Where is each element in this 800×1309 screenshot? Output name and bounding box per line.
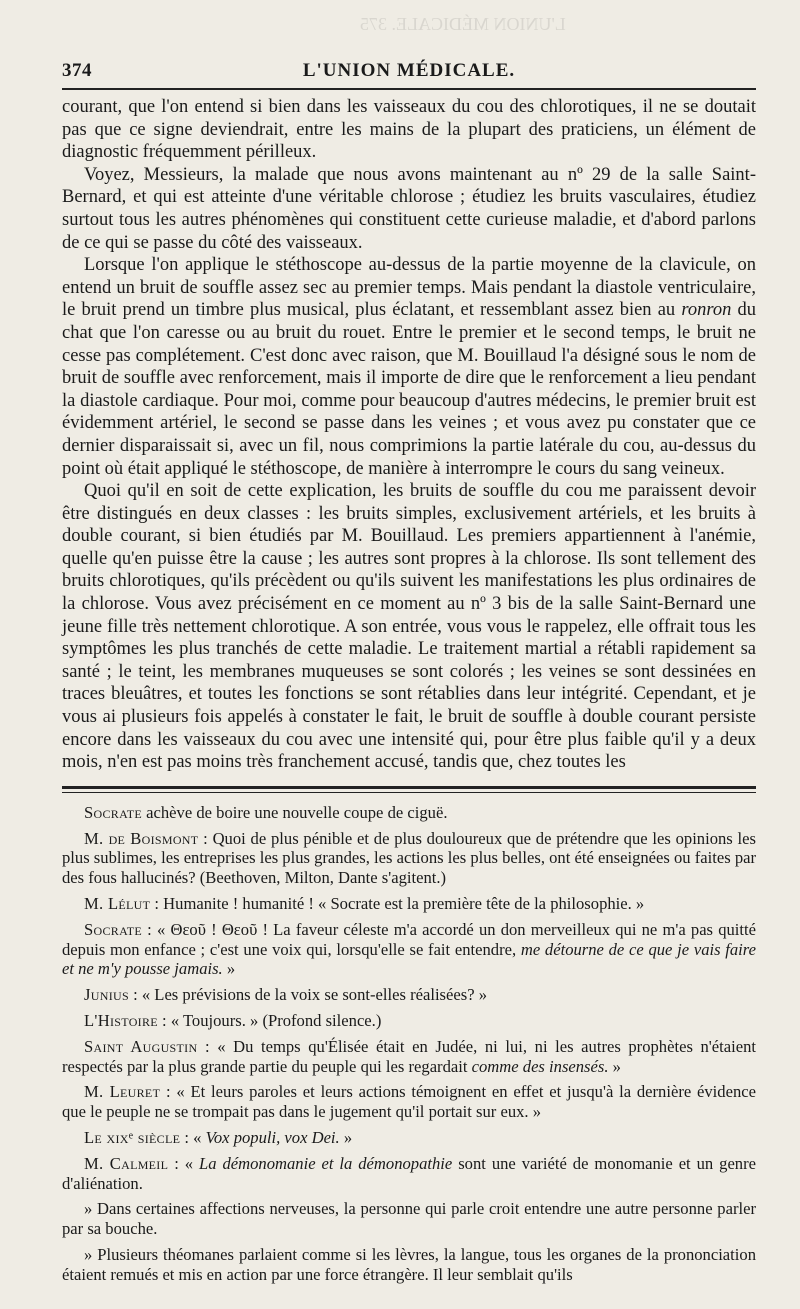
dialogue-italic: comme des insensés. bbox=[471, 1056, 609, 1076]
speaker: Socrate bbox=[84, 919, 142, 939]
paragraph-4: Quoi qu'il en soit de cette explication, les bruits de souffle du cou me paraissent devoir être distingués en deux classes : les bruits simples, exclusivement artériels, et les bruits à double courant, si bien étudiés par M. Bouillaud. Les premiers appartiennent à l'anémie, quelle qu'en puisse être la cause ; les autres sont propres à la chlorose. Ils sont tellement des bruits chlorotiques, qu'ils précèdent ou qu'ils suivent les manifestations les plus ordinaires de la chlorose. Vous avez précisément en ce moment au nº 3 bis de la salle Saint-Bernard une jeune fille très nettement chlorotique. A son entrée, vous vous le rappelez, elle offrait tous les symptômes les plus tranchés de cette maladie. Le traitement martial a rétabli rapidement sa santé ; le teint, les membranes muqueuses se sont colorés ; les veines se sont dessinées en traces bleuâtres, et toutes les fonctions se sont rétablies dans leur intégrité. Cependant, et je vous ai plusieurs fois appelés à constater le fait, le bruit de souffle à double courant persiste encore dans les vaisseaux du cou avec une intensité qui, pour être plus faible qu'il y a deux mois, n'en est pas moins très franchement accusé, tandis que, chez toutes les bbox=[62, 481, 756, 773]
speaker-sep: : bbox=[160, 1082, 177, 1102]
dialogue-text: Quoi de plus pénible et de plus douloureux que de prétendre que les opinions les plus sublimes, les entreprises les plus grandes, les actions les plus belles, ont été enseignées ou faites par des fous hallucinés? (Beethoven, Milton, Dante s'agitent.) bbox=[62, 828, 757, 888]
dialogue-text: » Dans certaines affections nerveuses, la personne qui parle croit entendre une autre personne parler par sa bouche. bbox=[62, 1199, 756, 1239]
dialogue-line bbox=[62, 1082, 756, 1122]
dialogue-text: « Toujours. » (Profond silence.) bbox=[170, 1010, 382, 1030]
speaker: Socrate bbox=[84, 802, 142, 822]
dialogue-italic: La démonomanie et la démonopathie bbox=[199, 1153, 453, 1173]
bleed-text-top: L'UNION MÉDICALE. 375 bbox=[360, 14, 566, 34]
dialogue-line bbox=[62, 1199, 756, 1239]
dialogue-text: « bbox=[184, 1153, 199, 1173]
dialogue-text: Humanite ! humanité ! « Socrate est la première tête de la philosophie. » bbox=[163, 894, 645, 913]
speaker-sep: : bbox=[168, 1153, 185, 1173]
dialogue-line bbox=[62, 894, 756, 914]
speaker-sep: : bbox=[197, 1036, 218, 1056]
paragraph-1: courant, que l'on entend si bien dans les vaisseaux du cou des chlorotiques, il ne se doutait pas que ce signe deviendrait, entre les mains de la plupart des praticiens, un élément de diagnostic fréquemment périlleux. bbox=[62, 97, 756, 163]
dialogue-line bbox=[62, 1245, 756, 1285]
speaker-sep: : bbox=[198, 828, 213, 848]
speaker-sep: : bbox=[128, 985, 142, 1005]
dialogue-text: « Θεοῦ ! Θεοῦ ! La faveur céleste m'a accordé un don merveilleux qui ne m'a pas quitté depuis mon enfance ; c'est une voix qui, lorsqu'elle se fait entendre, bbox=[62, 919, 756, 959]
dialogue-text: « bbox=[193, 1127, 206, 1147]
dialogue-text-end: » bbox=[222, 959, 236, 979]
speaker: Le xixᵉ siècle bbox=[84, 1127, 181, 1147]
dialogue-text: « Et leurs paroles et leurs actions témoignent en effet et jusqu'à la dernière évidence que le peuple ne se trompait pas dans le jugement qu'il portait sur eux. » bbox=[62, 1082, 756, 1122]
dialogue-italic: Vox populi, vox Dei. bbox=[205, 1127, 340, 1147]
dialogue-section bbox=[62, 803, 756, 1285]
dialogue-line bbox=[62, 1154, 756, 1194]
speaker: M. Calmeil bbox=[84, 1153, 169, 1173]
paragraph-3 bbox=[62, 254, 756, 480]
speaker-sep: : bbox=[180, 1127, 194, 1147]
dialogue-text-end: » bbox=[608, 1056, 621, 1076]
section-divider bbox=[62, 786, 756, 793]
dialogue-text-end: » bbox=[339, 1127, 353, 1147]
dialogue-text: « Les prévisions de la voix se sont-elles réalisées? » bbox=[141, 985, 488, 1005]
speaker-sep: : bbox=[157, 1010, 171, 1030]
dialogue-text: achève de boire une nouvelle coupe de ciguë. bbox=[146, 802, 448, 822]
paragraph-3-text-b: du chat que l'on caresse ou au bruit du rouet. Entre le premier et le second temps, le bruit ne cesse pas complétement. C'est donc avec raison, que M. Bouillaud l'a désigné sous le nom de bruit de souffle avec renforcement, mais il importe de dire que le renforcement a lieu pendant la diastole cardiaque. Pour moi, comme pour beaucoup d'autres médecins, le premier bruit est évidemment artériel, le second se passe dans les veines ; et vous avez pu constater que ce dernier disparaissait si, avec un fil, nous comprimions la partie latérale du cou, au-dessus du point où était appliqué le stéthoscope, de manière à interrompre le cours du sang veineux. bbox=[62, 300, 757, 479]
page-number: 374 bbox=[62, 60, 92, 81]
dialogue-line bbox=[62, 803, 756, 823]
dialogue-line bbox=[62, 920, 756, 979]
speaker: Saint Augustin bbox=[84, 1036, 198, 1056]
paragraph-3-text-a: Lorsque l'on applique le stéthoscope au-dessus de la partie moyenne de la clavicule, on entend un bruit de souffle assez sec au premier temps. Mais pendant la diastole ventriculaire, le bruit prend un timbre plus musical, plus éclatant, et ressemblant assez bien au bbox=[62, 255, 756, 321]
dialogue-line bbox=[62, 985, 756, 1005]
dialogue-line bbox=[62, 1037, 756, 1077]
dialogue-text-end: sont une variété de monomanie et un genre d'aliénation. bbox=[62, 1153, 756, 1193]
running-head bbox=[62, 58, 756, 90]
speaker-sep: : bbox=[150, 894, 164, 913]
dialogue-text: » Plusieurs théomanes parlaient comme si les lèvres, la langue, tous les organes de la prononciation étaient remués et mis en action par une force étrangère. Il leur semblait qu'ils bbox=[62, 1244, 756, 1284]
dialogue-text: « Du temps qu'Élisée était en Judée, ni lui, ni les autres prophètes n'étaient respectés par la plus grande partie du peuple qui les regardait bbox=[62, 1036, 757, 1076]
main-article bbox=[62, 96, 756, 774]
dialogue-line bbox=[62, 1011, 756, 1031]
speaker: Junius bbox=[84, 985, 129, 1005]
journal-title: L'UNION MÉDICALE. bbox=[302, 60, 516, 81]
dialogue-line bbox=[62, 1128, 756, 1148]
dialogue-line bbox=[62, 829, 756, 888]
paragraph-3-italic: ronron bbox=[681, 300, 732, 321]
speaker: M. de Boismont bbox=[84, 828, 199, 848]
speaker: M. Leuret bbox=[84, 1082, 161, 1102]
paragraph-2: Voyez, Messieurs, la malade que nous avons maintenant au nº 29 de la salle Saint-Bernard, et qui est atteinte d'une véritable chlorose ; étudiez les bruits vasculaires, étudiez surtout tous les autres phénomènes qui constituent cette curieuse maladie, et d'abord parlons de ce qui se passe du côté des vaisseaux. bbox=[62, 164, 756, 253]
speaker: L'Histoire bbox=[84, 1010, 158, 1030]
speaker-sep: : bbox=[142, 919, 157, 939]
dialogue-italic: me détourne de ce que je vais faire et ne m'y pousse jamais. bbox=[62, 939, 756, 979]
speaker: M. Lélut bbox=[84, 894, 151, 913]
